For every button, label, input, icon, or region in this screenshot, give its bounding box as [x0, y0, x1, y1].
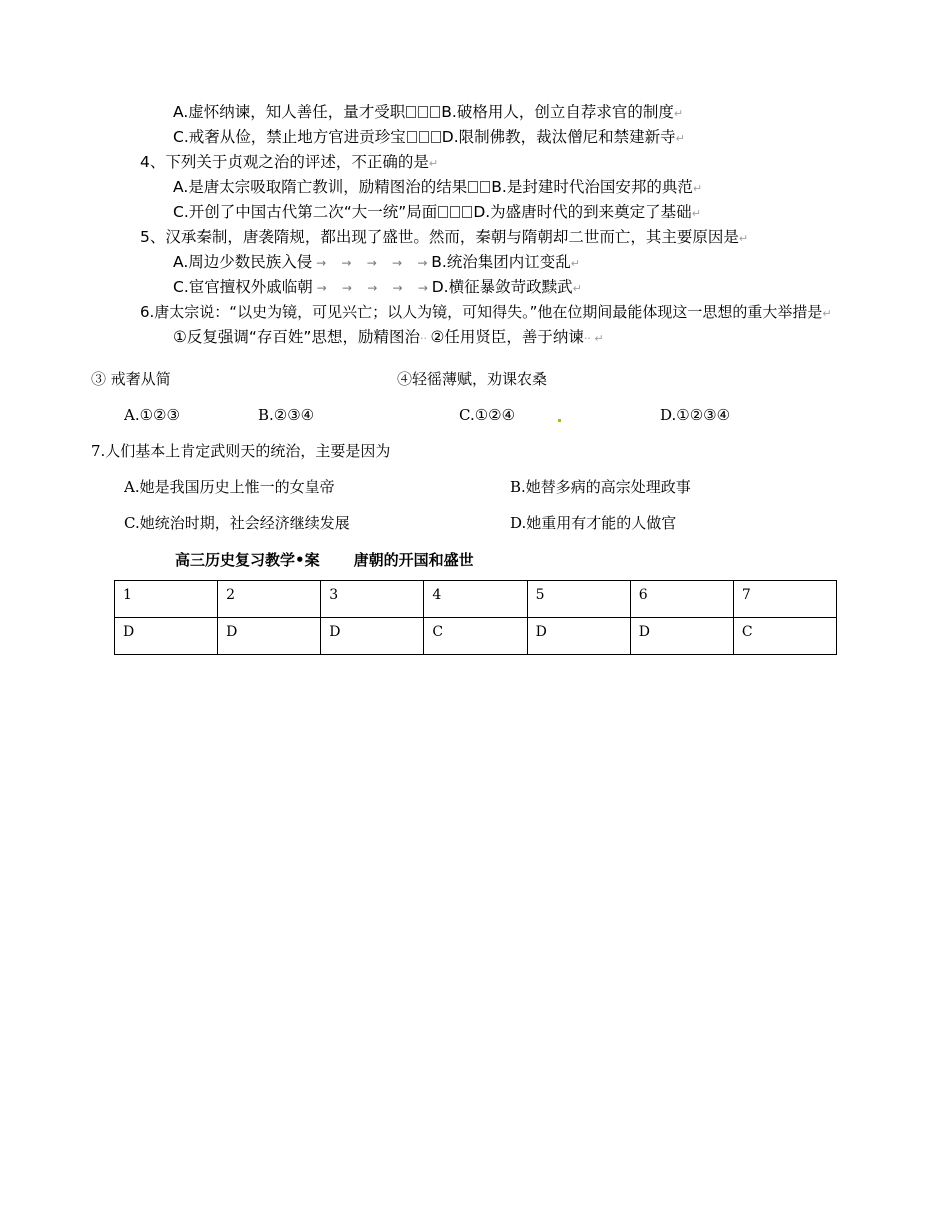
q5-stem-line: 5、汉承秦制，唐袭隋规，都出现了盛世。然而，秦朝与隋朝却二世而亡，其主要原因是↵ [140, 228, 749, 246]
answer-number: 4 [424, 581, 527, 618]
answer-number: 7 [733, 581, 836, 618]
answer-value: D [527, 618, 630, 655]
q6-item-2: ②任用贤臣，善于纳谏 [430, 328, 584, 346]
q3-options-cd: C.戒奢从俭，禁止地方官进贡珍宝 D.限制佛教，裁汰僧尼和禁建新寺↵ [173, 128, 685, 146]
answer-value: D [218, 618, 321, 655]
q6-option-a: A.①②③ [124, 406, 180, 424]
answer-value: D [321, 618, 424, 655]
answer-number: 3 [321, 581, 424, 618]
answer-number: 1 [115, 581, 218, 618]
answer-value: C [733, 618, 836, 655]
q7-option-c: C.她统治时期，社会经济继续发展 [124, 514, 350, 532]
q3-option-c: C.戒奢从俭，禁止地方官进贡珍宝 [173, 128, 406, 146]
q4-option-a: A.是唐太宗吸取隋亡教训，励精图治的结果 [173, 178, 468, 196]
q5-option-a: A.周边少数民族入侵 [173, 253, 313, 271]
q3-option-d: D.限制佛教，裁汰僧尼和禁建新寺 [441, 128, 676, 146]
q4-options-ab: A.是唐太宗吸取隋亡教训，励精图治的结果 B.是封建时代治国安邦的典范↵ [173, 178, 703, 196]
answer-value: C [424, 618, 527, 655]
q6-item-3: ③ 戒奢从简 [91, 370, 171, 388]
q7-option-d: D.她重用有才能的人做官 [510, 514, 677, 532]
q6-stem-line: 6.唐太宗说：“以史为镜，可见兴亡；以人为镜，可知得失。”他在位期间最能体现这一思想的重大举措是↵ [140, 303, 832, 321]
answer-number: 6 [630, 581, 733, 618]
q7-option-b: B.她替多病的高宗处理政事 [510, 478, 691, 496]
q6-items-12: ①反复强调“存百姓”思想，励精图治·· ②任用贤臣，善于纳谏·· ↵ [173, 328, 604, 346]
q4-option-d: D.为盛唐时代的到来奠定了基础 [473, 203, 692, 221]
q6-stem: 6.唐太宗说：“以史为镜，可见兴亡；以人为镜，可知得失。”他在位期间最能体现这一思想的重大举措是 [140, 303, 823, 321]
q6-option-b: B.②③④ [258, 406, 315, 424]
q7-option-a: A.她是我国历史上惟一的女皇帝 [124, 478, 335, 496]
q4-option-b: B.是封建时代治国安邦的典范 [491, 178, 693, 196]
q3-option-b: B.破格用人，创立自荐求官的制度 [441, 103, 674, 121]
answer-value-row [115, 618, 837, 655]
q5-option-d: D.横征暴敛苛政黩武 [431, 278, 573, 296]
q4-stem-line: 4、下列关于贞观之治的评述，不正确的是↵ [140, 153, 439, 171]
q3-option-a: A.虚怀纳谏，知人善任，量才受职 [173, 103, 406, 121]
answer-value: D [115, 618, 218, 655]
q6-item-4: ④轻徭薄赋，劝课农桑 [397, 370, 548, 388]
q6-option-d: D.①②③④ [660, 406, 731, 424]
q4-options-cd: C.开创了中国古代第二次“大一统”局面 D.为盛唐时代的到来奠定了基础↵ [173, 203, 701, 221]
answer-value: D [630, 618, 733, 655]
q7-stem: 7.人们基本上肯定武则天的统治，主要是因为 [91, 442, 391, 460]
answer-table [114, 580, 837, 655]
answer-title-right: 唐朝的开国和盛世 [353, 551, 474, 569]
q4-stem: 4、下列关于贞观之治的评述，不正确的是 [140, 153, 429, 171]
answer-number: 5 [527, 581, 630, 618]
q6-item-1: ①反复强调“存百姓”思想，励精图治 [173, 328, 420, 346]
tab-arrows: → → → → → [312, 281, 432, 295]
answer-number: 2 [218, 581, 321, 618]
q4-option-c: C.开创了中国古代第二次“大一统”局面 [173, 203, 438, 221]
q5-option-b: B.统治集团内讧变乱 [431, 253, 571, 271]
answer-title-left: 高三历史复习教学•案 [175, 551, 320, 569]
answer-number-row [115, 581, 837, 618]
q5-option-c: C.宦官擅权外戚临朝 [173, 278, 313, 296]
answer-title [175, 549, 474, 570]
format-mark [558, 405, 561, 425]
q6-option-c: C.①②④ [459, 406, 516, 424]
tab-arrows: → → → → → [312, 256, 432, 270]
q5-options-cd: C.宦官擅权外戚临朝 → → → → → D.横征暴敛苛政黩武↵ [173, 278, 582, 296]
q5-options-ab: A.周边少数民族入侵 → → → → → B.统治集团内讧变乱↵ [173, 253, 580, 271]
q3-options-ab: A.虚怀纳谏，知人善任，量才受职 B.破格用人，创立自荐求官的制度↵ [173, 103, 684, 121]
q5-stem: 5、汉承秦制，唐袭隋规，都出现了盛世。然而，秦朝与隋朝却二世而亡，其主要原因是 [140, 228, 739, 246]
